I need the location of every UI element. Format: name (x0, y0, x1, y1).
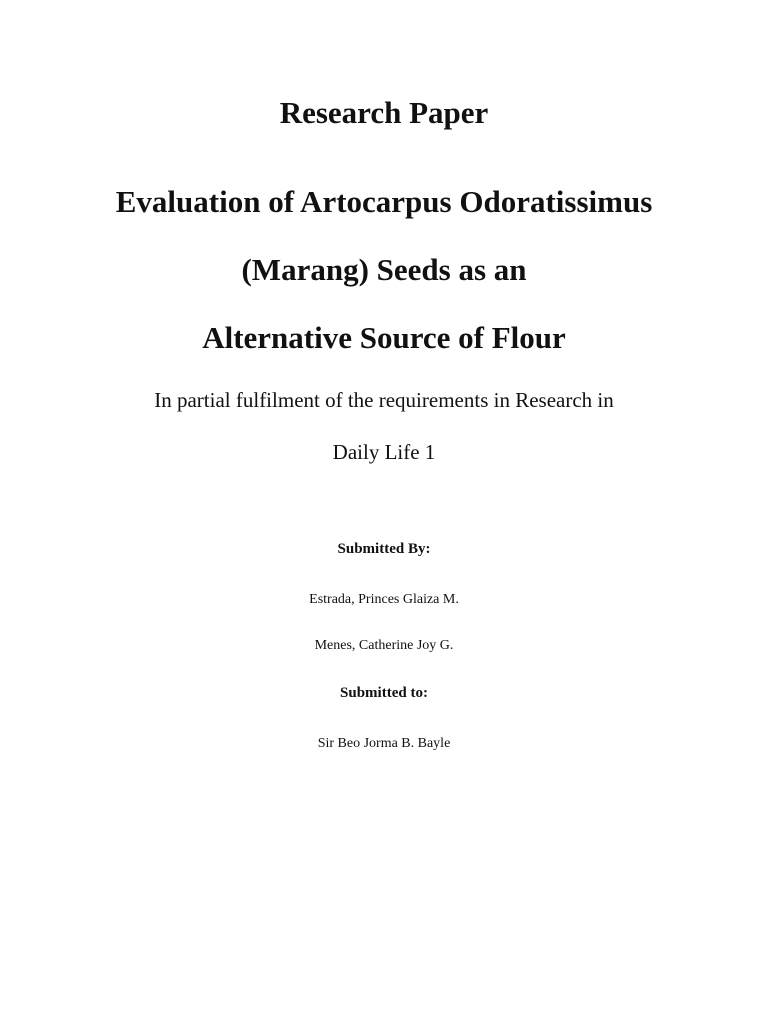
submitted-by-label: Submitted By: (337, 541, 431, 557)
purpose-line-2: Daily Life 1 (332, 440, 436, 464)
submitted-to-label: Submitted to: (340, 685, 428, 701)
document-heading: Research Paper (279, 95, 489, 130)
purpose-line-1: In partial fulfilment of the requirements in Research in (154, 388, 614, 412)
author-name-1: Estrada, Princes Glaiza M. (309, 592, 459, 607)
title-line-3: Alternative Source of Flour (202, 320, 566, 355)
title-line-2: (Marang) Seeds as an (241, 252, 527, 287)
author-name-2: Menes, Catherine Joy G. (314, 638, 454, 653)
title-line-1: Evaluation of Artocarpus Odoratissimus (115, 184, 653, 219)
adviser-name: Sir Beo Jorma B. Bayle (317, 736, 451, 751)
